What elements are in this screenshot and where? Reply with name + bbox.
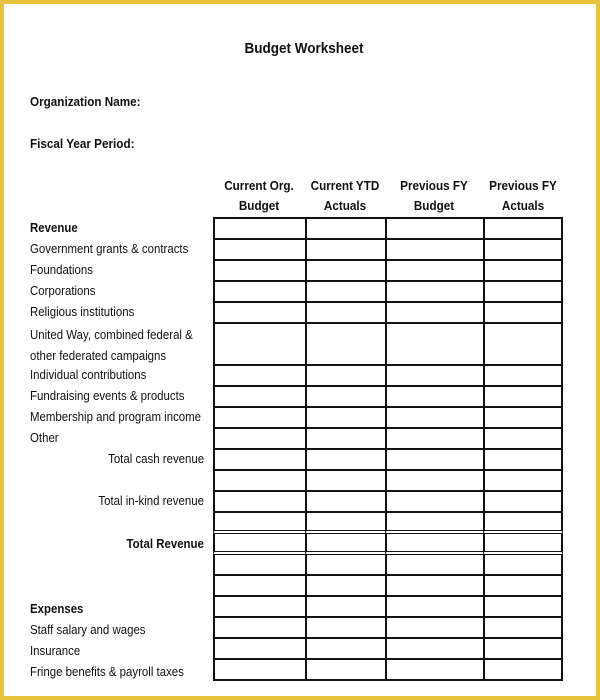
- table-cell[interactable]: [305, 639, 385, 660]
- row-label: Staff salary and wages: [30, 622, 146, 637]
- row-label: Government grants & contracts: [30, 241, 189, 256]
- table-cell[interactable]: [213, 324, 305, 366]
- table-row: [213, 429, 563, 450]
- table-cell[interactable]: [213, 429, 305, 450]
- table-row: [213, 450, 563, 471]
- table-cell[interactable]: [305, 366, 385, 387]
- table-row: [213, 324, 563, 366]
- table-cell[interactable]: [305, 618, 385, 639]
- table-cell[interactable]: [385, 324, 483, 366]
- column-header-previous-fy-budget: [390, 176, 478, 216]
- table-cell[interactable]: [213, 471, 305, 492]
- table-cell[interactable]: [213, 387, 305, 408]
- table-row: [213, 219, 563, 240]
- row-label: United Way, combined federal & other federated campaigns: [30, 327, 193, 363]
- table-cell[interactable]: [385, 576, 483, 597]
- table-cell[interactable]: [213, 534, 305, 555]
- table-cell[interactable]: [483, 471, 563, 492]
- table-cell[interactable]: [483, 534, 563, 555]
- table-row: [213, 303, 563, 324]
- table-cell[interactable]: [213, 450, 305, 471]
- table-row: [213, 408, 563, 429]
- table-cell[interactable]: [213, 576, 305, 597]
- column-header-line: Current YTD: [310, 178, 380, 193]
- table-row: [213, 387, 563, 408]
- table-cell[interactable]: [483, 387, 563, 408]
- table-row: [213, 639, 563, 660]
- table-cell[interactable]: [305, 324, 385, 366]
- table-cell[interactable]: [213, 366, 305, 387]
- column-header-line: Budget: [413, 198, 455, 213]
- row-label: Religious institutions: [30, 304, 135, 319]
- table-cell[interactable]: [213, 408, 305, 429]
- table-cell[interactable]: [483, 282, 563, 303]
- table-cell[interactable]: [213, 639, 305, 660]
- row-label: Membership and program income: [30, 409, 202, 424]
- table-cell[interactable]: [483, 219, 563, 240]
- row-label-total-in-kind-revenue: Total in-kind revenue: [98, 493, 204, 508]
- table-cell[interactable]: [483, 576, 563, 597]
- table-cell[interactable]: [483, 324, 563, 366]
- section-label-expenses: Expenses: [30, 601, 84, 616]
- row-label-total-cash-revenue: Total cash revenue: [107, 451, 204, 466]
- table-cell[interactable]: [385, 429, 483, 450]
- row-label: Fundraising events & products: [30, 388, 185, 403]
- table-cell[interactable]: [483, 618, 563, 639]
- table-row: [213, 660, 563, 681]
- table-row: [213, 492, 563, 513]
- table-cell[interactable]: [385, 513, 483, 534]
- table-cell[interactable]: [483, 513, 563, 534]
- row-label: Other: [30, 430, 59, 445]
- table-cell[interactable]: [483, 660, 563, 681]
- section-label-revenue: Revenue: [30, 220, 78, 235]
- page-title: Budget Worksheet: [244, 40, 364, 57]
- column-header-current-org-budget: [218, 176, 301, 216]
- table-cell[interactable]: [305, 555, 385, 576]
- table-cell[interactable]: [213, 513, 305, 534]
- table-row: [213, 576, 563, 597]
- table-cell[interactable]: [213, 303, 305, 324]
- column-header-line: Actuals: [323, 198, 367, 213]
- table-cell[interactable]: [385, 408, 483, 429]
- table-cell[interactable]: [385, 303, 483, 324]
- table-cell[interactable]: [213, 240, 305, 261]
- table-cell[interactable]: [483, 492, 563, 513]
- row-label-total-revenue: Total Revenue: [126, 536, 204, 551]
- table-row: [213, 240, 563, 261]
- table-cell[interactable]: [305, 660, 385, 681]
- table-cell[interactable]: [213, 597, 305, 618]
- table-cell[interactable]: [305, 429, 385, 450]
- table-cell[interactable]: [305, 450, 385, 471]
- table-cell[interactable]: [305, 513, 385, 534]
- table-cell[interactable]: [385, 492, 483, 513]
- table-cell[interactable]: [385, 282, 483, 303]
- row-label: Individual contributions: [30, 367, 147, 382]
- table-cell[interactable]: [213, 660, 305, 681]
- table-cell[interactable]: [385, 471, 483, 492]
- table-cell[interactable]: [213, 555, 305, 576]
- column-header-current-ytd-actuals: [309, 176, 381, 216]
- column-header-line: Current Org.: [224, 178, 294, 193]
- table-cell[interactable]: [305, 387, 385, 408]
- organization-name-label: Organization Name:: [30, 94, 141, 109]
- table-cell[interactable]: [213, 618, 305, 639]
- table-row: [213, 282, 563, 303]
- table-cell[interactable]: [483, 555, 563, 576]
- row-label: Foundations: [30, 262, 93, 277]
- column-header-previous-fy-actuals: [487, 176, 559, 216]
- table-cell[interactable]: [305, 240, 385, 261]
- fiscal-year-period-label: Fiscal Year Period:: [30, 136, 135, 151]
- table-cell[interactable]: [385, 534, 483, 555]
- table-cell[interactable]: [483, 429, 563, 450]
- row-label: Corporations: [30, 283, 96, 298]
- table-cell[interactable]: [305, 471, 385, 492]
- table-cell[interactable]: [385, 366, 483, 387]
- table-cell[interactable]: [483, 597, 563, 618]
- table-row: [213, 597, 563, 618]
- table-cell[interactable]: [305, 282, 385, 303]
- table-cell[interactable]: [213, 492, 305, 513]
- table-row: [213, 261, 563, 282]
- table-cell[interactable]: [213, 261, 305, 282]
- table-cell[interactable]: [385, 660, 483, 681]
- column-header-line: Previous FY: [489, 178, 557, 193]
- table-row: [213, 618, 563, 639]
- table-cell[interactable]: [305, 261, 385, 282]
- table-cell[interactable]: [483, 639, 563, 660]
- table-cell[interactable]: [385, 597, 483, 618]
- table-row: [213, 534, 563, 555]
- column-header-line: Budget: [238, 198, 280, 213]
- column-header-line: Previous FY: [400, 178, 468, 193]
- table-cell[interactable]: [305, 576, 385, 597]
- table-cell[interactable]: [385, 555, 483, 576]
- table-cell[interactable]: [483, 450, 563, 471]
- row-label: Insurance: [30, 643, 81, 658]
- table-cell[interactable]: [483, 408, 563, 429]
- table-cell[interactable]: [305, 408, 385, 429]
- table-cell[interactable]: [385, 261, 483, 282]
- table-cell[interactable]: [483, 261, 563, 282]
- table-cell[interactable]: [305, 534, 385, 555]
- table-cell[interactable]: [305, 303, 385, 324]
- row-label: Fringe benefits & payroll taxes: [30, 664, 184, 679]
- table-cell[interactable]: [385, 450, 483, 471]
- table-cell[interactable]: [483, 303, 563, 324]
- table-row: [213, 555, 563, 576]
- table-cell[interactable]: [305, 597, 385, 618]
- table-cell[interactable]: [385, 618, 483, 639]
- table-cell[interactable]: [385, 639, 483, 660]
- table-cell[interactable]: [483, 366, 563, 387]
- table-cell[interactable]: [213, 282, 305, 303]
- table-cell[interactable]: [385, 240, 483, 261]
- table-cell[interactable]: [385, 219, 483, 240]
- budget-grid: [213, 217, 563, 681]
- table-row: [213, 513, 563, 534]
- table-cell[interactable]: [483, 240, 563, 261]
- table-cell[interactable]: [305, 492, 385, 513]
- table-row: [213, 471, 563, 492]
- table-cell[interactable]: [305, 219, 385, 240]
- table-cell[interactable]: [213, 219, 305, 240]
- table-cell[interactable]: [385, 387, 483, 408]
- table-row: [213, 366, 563, 387]
- column-header-line: Actuals: [501, 198, 545, 213]
